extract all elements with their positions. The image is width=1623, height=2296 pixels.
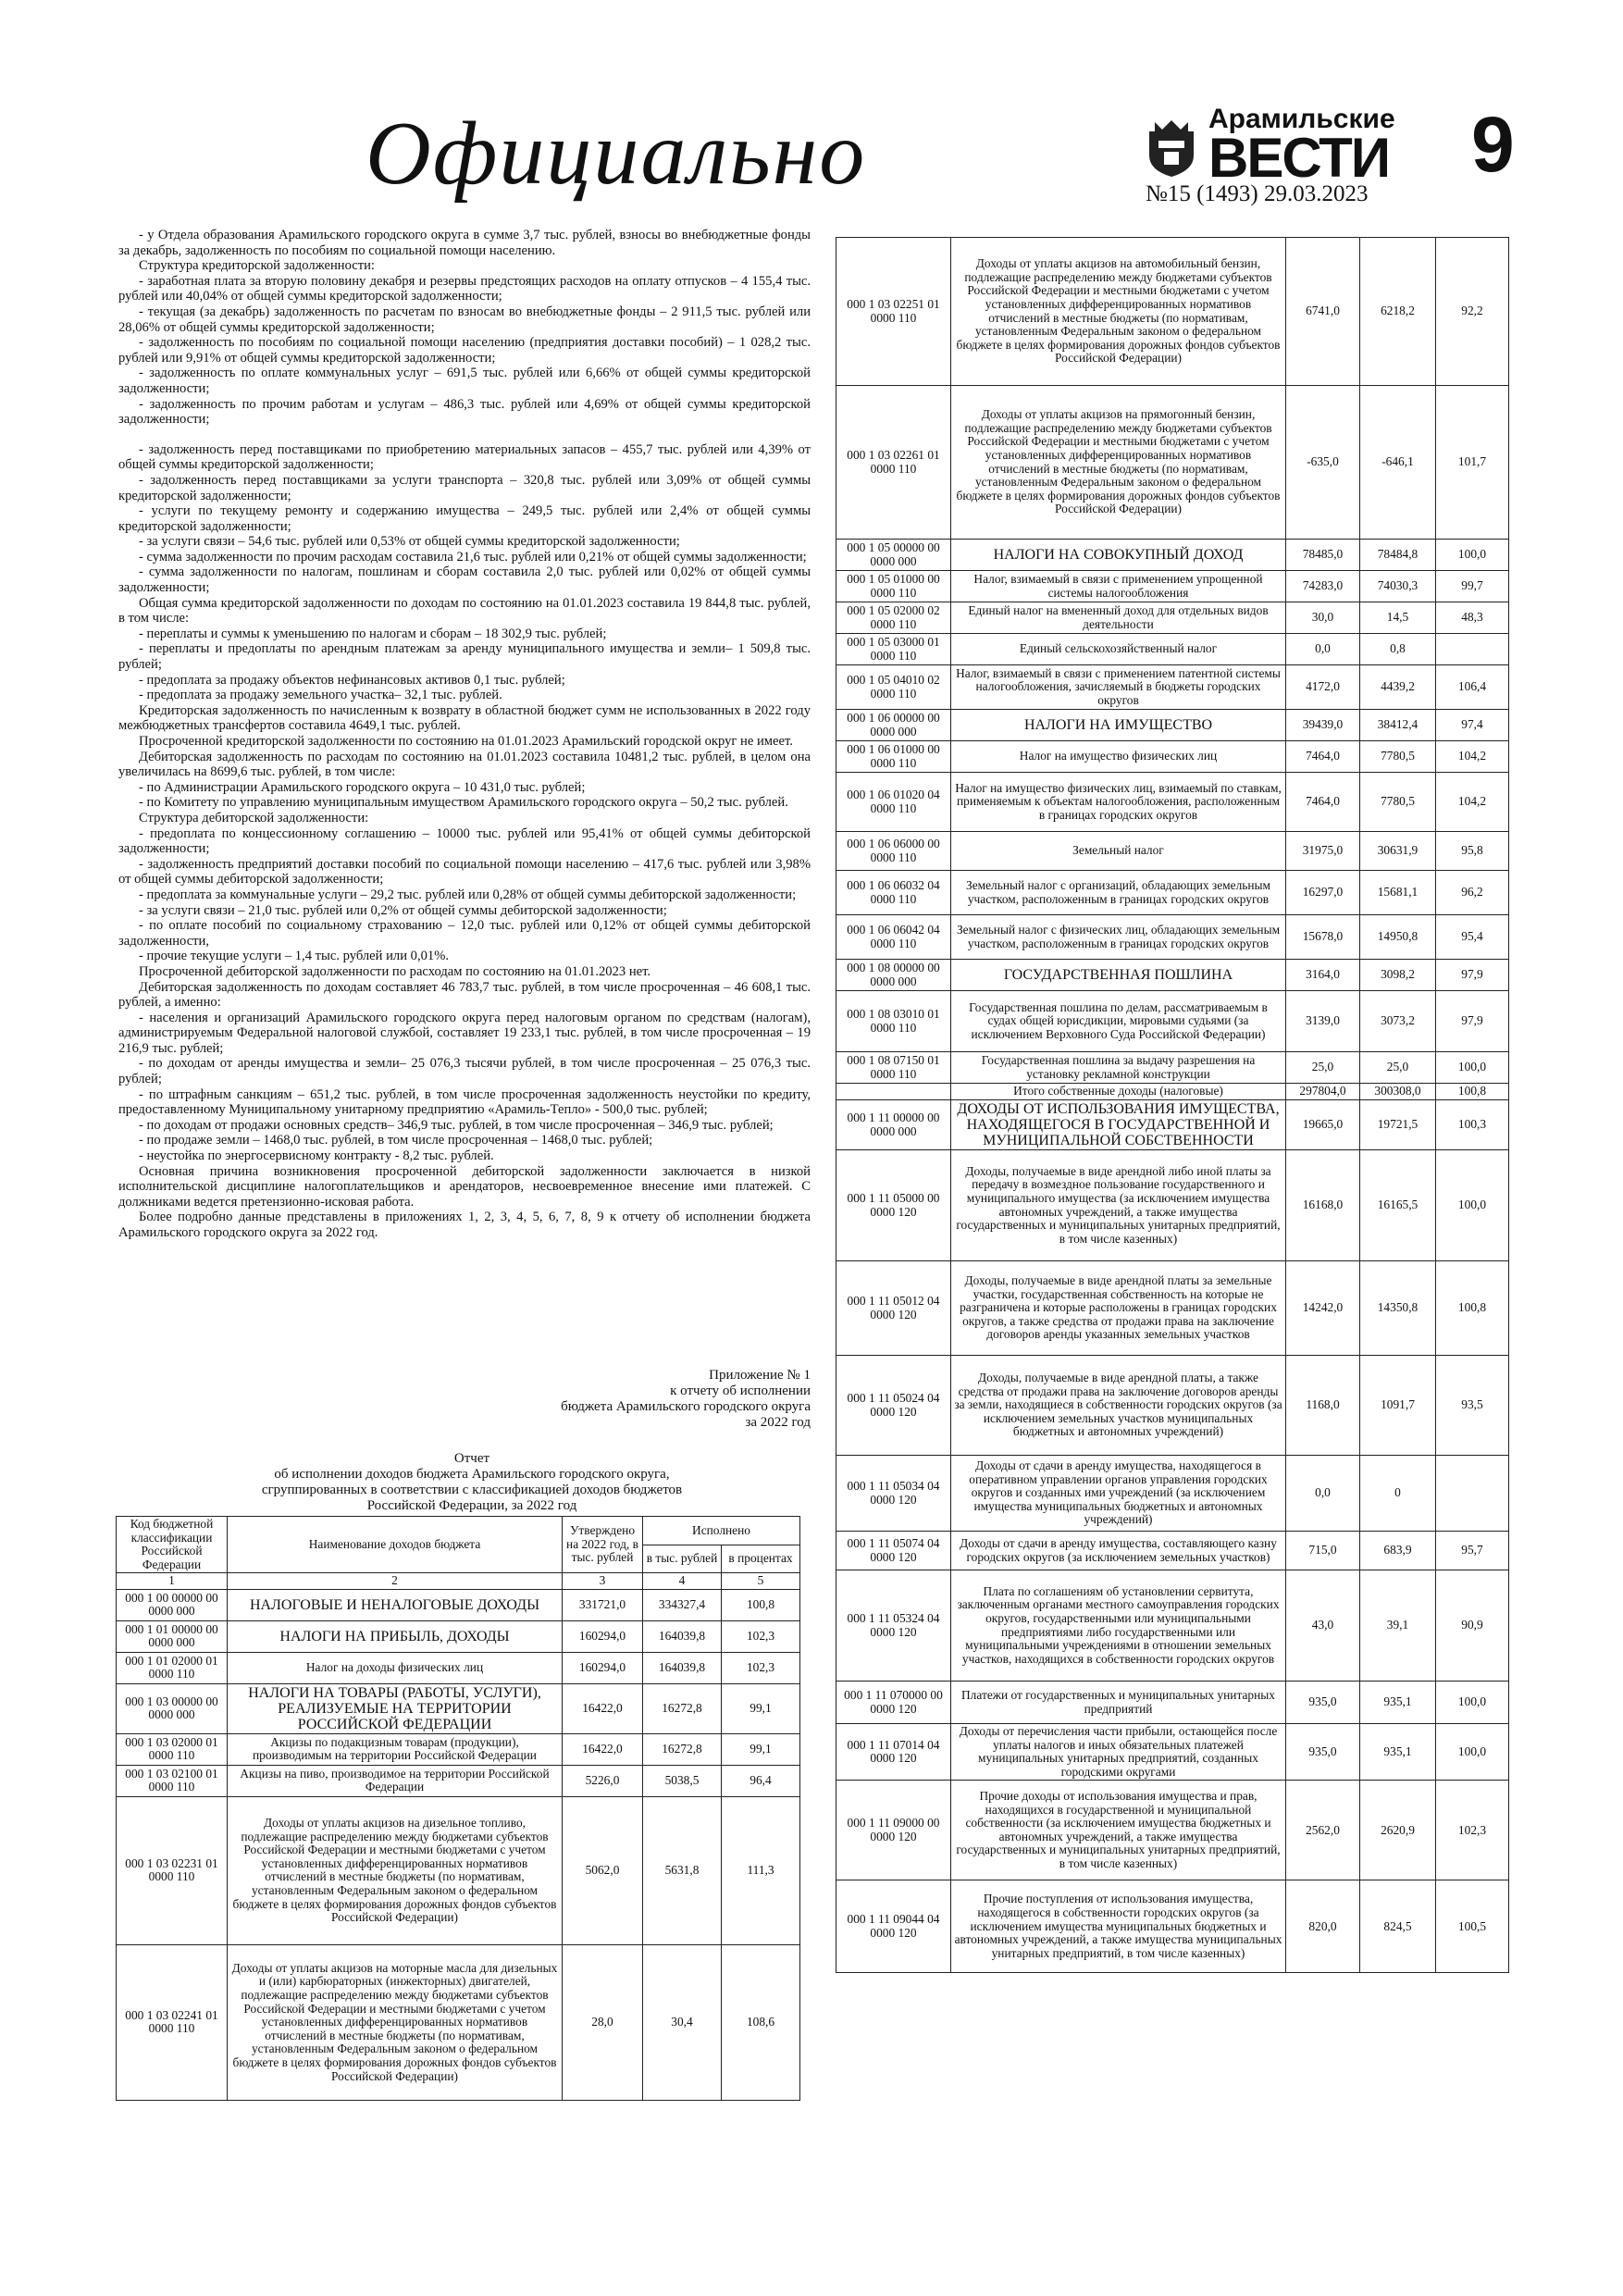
appendix-line: бюджета Арамильского городского округа bbox=[561, 1399, 811, 1414]
cell-name: Налог на имущество физических лиц, взимаемый по ставкам, применяемым к объектам налогообложения, расположенным в границах городских округов bbox=[951, 773, 1286, 832]
table-row bbox=[836, 871, 1509, 915]
cell-name: Прочие доходы от использования имущества и прав, находящихся в государственной и муниципальной собственности (за исключением имущества бюджетных и автономных учреждений, а также имущества государственных и муниципальных унитарных предприятий, в том числе казенных) bbox=[951, 1781, 1286, 1880]
col-header-executed-thous: в тыс. рублей bbox=[643, 1545, 722, 1573]
cell-approved: 43,0 bbox=[1286, 1570, 1360, 1682]
cell-percent: 97,9 bbox=[1436, 991, 1509, 1052]
cell-executed: 25,0 bbox=[1360, 1052, 1436, 1084]
cell-percent: 102,3 bbox=[722, 1652, 800, 1683]
cell-executed: 164039,8 bbox=[643, 1620, 722, 1652]
cell-approved: 7464,0 bbox=[1286, 773, 1360, 832]
appendix-caption bbox=[518, 1368, 811, 1431]
table-row bbox=[836, 1261, 1509, 1356]
cell-executed: 334327,4 bbox=[643, 1589, 722, 1620]
table-row bbox=[836, 238, 1509, 386]
cell-executed: 30631,9 bbox=[1360, 832, 1436, 871]
cell-percent: 97,9 bbox=[1436, 960, 1509, 991]
revenue-table-left bbox=[116, 1516, 800, 2101]
cell-name: ДОХОДЫ ОТ ИСПОЛЬЗОВАНИЯ ИМУЩЕСТВА, НАХОДЯЩЕГОСЯ В ГОСУДАРСТВЕННОЙ И МУНИЦИПАЛЬНОЙ СОБСТВЕННОСТИ bbox=[951, 1100, 1286, 1150]
cell-executed: 5038,5 bbox=[643, 1765, 722, 1796]
cell-executed: 7780,5 bbox=[1360, 741, 1436, 773]
paragraph bbox=[118, 428, 811, 442]
cell-executed: 16272,8 bbox=[643, 1733, 722, 1765]
cell-executed: 5631,8 bbox=[643, 1796, 722, 1944]
paragraph: - предоплата за коммунальные услуги – 29,2 тыс. рублей или 0,28% от общей суммы дебиторской задолженности; bbox=[139, 887, 797, 902]
paragraph: Дебиторская задолженность по расходам по состоянию на 01.01.2023 составила 10481,2 тыс. рублей, в целом она увеличилась на 8699,6 тыс. рублей, в том числе: bbox=[118, 749, 811, 780]
cell-percent: 96,2 bbox=[1436, 871, 1509, 915]
paragraph: - по доходам от продажи основных средств– 346,9 тыс. рублей, в том числе просроченная – 346,9 тыс. рублей; bbox=[139, 1117, 774, 1133]
col-number: 3 bbox=[563, 1573, 643, 1590]
cell-name: Земельный налог bbox=[951, 832, 1286, 871]
cell-code: 000 1 11 07014 04 0000 120 bbox=[836, 1724, 951, 1781]
cell-name: Единый налог на вмененный доход для отдельных видов деятельности bbox=[951, 602, 1286, 634]
table-row bbox=[836, 602, 1509, 634]
cell-approved: 16168,0 bbox=[1286, 1150, 1360, 1261]
cell-code: 000 1 03 02231 01 0000 110 bbox=[117, 1796, 228, 1944]
cell-name: ГОСУДАРСТВЕННАЯ ПОШЛИНА bbox=[951, 960, 1286, 991]
cell-code: 000 1 03 02000 01 0000 110 bbox=[117, 1733, 228, 1765]
cell-executed: 0,8 bbox=[1360, 634, 1436, 665]
cell-code: 000 1 06 00000 00 0000 000 bbox=[836, 710, 951, 741]
cell-executed: 4439,2 bbox=[1360, 665, 1436, 710]
page-number: 9 bbox=[1471, 101, 1515, 188]
paragraph: - по оплате пособий по социальному страхованию – 12,0 тыс. рублей или 0,12% от общей суммы дебиторской задолженности, bbox=[118, 918, 811, 949]
cell-approved: -635,0 bbox=[1286, 386, 1360, 540]
table-row bbox=[117, 1765, 800, 1796]
cell-executed: 683,9 bbox=[1360, 1532, 1436, 1570]
cell-executed: 16165,5 bbox=[1360, 1150, 1436, 1261]
table-row bbox=[836, 386, 1509, 540]
cell-name: НАЛОГОВЫЕ И НЕНАЛОГОВЫЕ ДОХОДЫ bbox=[228, 1589, 563, 1620]
paragraph: Просроченной дебиторской задолженности по расходам по состоянию на 01.01.2023 нет. bbox=[139, 963, 651, 979]
cell-percent: 95,8 bbox=[1436, 832, 1509, 871]
paragraph: - по продаже земли – 1468,0 тыс. рублей, в том числе просроченная – 1468,0 тыс. рублей; bbox=[139, 1133, 653, 1148]
cell-approved: 74283,0 bbox=[1286, 571, 1360, 602]
cell-name: Доходы от уплаты акцизов на автомобильный бензин, подлежащие распределению между бюджетами субъектов Российской Федерации и местными бюджетами с учетом установленных дифференцированных нормативов отчислений в местные бюджеты (по нормативам, установленным Федеральным законом о федеральном бюджете в целях формирования дорожных фондов субъектов Российской Федерации) bbox=[951, 238, 1286, 386]
paragraph: - услуги по текущему ремонту и содержанию имущества – 249,5 тыс. рублей или 2,4% от общей суммы кредиторской задолженности; bbox=[118, 503, 811, 534]
cell-approved: 78485,0 bbox=[1286, 540, 1360, 571]
cell-approved: 14242,0 bbox=[1286, 1261, 1360, 1356]
paragraph: - предоплата за продажу объектов нефинансовых активов 0,1 тыс. рублей; bbox=[139, 672, 565, 688]
cell-percent: 100,0 bbox=[1436, 1150, 1509, 1261]
cell-percent bbox=[1436, 1456, 1509, 1532]
col-number: 4 bbox=[643, 1573, 722, 1590]
paragraph: - задолженность перед поставщиками за услуги транспорта – 320,8 тыс. рублей или 3,09% от общей суммы кредиторской задолженности; bbox=[118, 472, 811, 503]
cell-approved: 1168,0 bbox=[1286, 1356, 1360, 1456]
cell-executed: 16272,8 bbox=[643, 1683, 722, 1733]
cell-percent: 100,0 bbox=[1436, 540, 1509, 571]
table-row bbox=[117, 1733, 800, 1765]
cell-approved: 715,0 bbox=[1286, 1532, 1360, 1570]
paragraph: Дебиторская задолженность по доходам составляет 46 783,7 тыс. рублей, в том числе просроченная – 46 608,1 тыс. рублей, а именно: bbox=[118, 979, 811, 1011]
cell-name: Доходы, получаемые в виде арендной платы за земельные участки, государственная собственность на которые не разграничена и которые расположены в границах городских округов, а также средства от продажи права на заключение договоров аренды указанных земельных участков bbox=[951, 1261, 1286, 1356]
cell-code: 000 1 03 02251 01 0000 110 bbox=[836, 238, 951, 386]
cell-name: НАЛОГИ НА ПРИБЫЛЬ, ДОХОДЫ bbox=[228, 1620, 563, 1652]
cell-percent: 100,8 bbox=[1436, 1261, 1509, 1356]
report-title-line: об исполнении доходов бюджета Арамильского городского округа, bbox=[274, 1467, 670, 1482]
cell-approved: 2562,0 bbox=[1286, 1781, 1360, 1880]
cell-executed: 3073,2 bbox=[1360, 991, 1436, 1052]
table-row bbox=[836, 540, 1509, 571]
cell-percent: 100,8 bbox=[722, 1589, 800, 1620]
report-title-line: Отчет bbox=[453, 1451, 490, 1466]
cell-executed: 7780,5 bbox=[1360, 773, 1436, 832]
paragraph: - за услуги связи – 54,6 тыс. рублей или 0,53% от общей суммы кредиторской задолженности; bbox=[139, 534, 680, 550]
cell-percent: 102,3 bbox=[722, 1620, 800, 1652]
paragraph: Просроченной кредиторской задолженности по состоянию на 01.01.2023 Арамильский городской округ не имеет. bbox=[139, 734, 793, 749]
cell-approved: 297804,0 bbox=[1286, 1084, 1360, 1100]
cell-code: 000 1 05 01000 00 0000 110 bbox=[836, 571, 951, 602]
cell-name: Доходы от уплаты акцизов на моторные масла для дизельных и (или) карбюраторных (инжекторных) двигателей, подлежащие распределению между бюджетами субъектов Российской Федерации и местными бюджетами с учетом установленных дифференцированных нормативов отчислений в местные бюджеты (по нормативам, установленным Федеральным законом о федеральном бюджете в целях формирования дорожных фондов субъектов Российской Федерации) bbox=[228, 1944, 563, 2100]
table-row bbox=[836, 1781, 1509, 1880]
cell-code: 000 1 05 04010 02 0000 110 bbox=[836, 665, 951, 710]
paragraph: Основная причина возникновения просроченной дебиторской задолженности заключается в низкой исполнительской дисциплине налогоплательщиков и арендаторов, несвоевременное внесение ими платежей. С должниками ведется претензионно-исковая работа. bbox=[118, 1163, 811, 1210]
cell-name: Налог на имущество физических лиц bbox=[951, 741, 1286, 773]
cell-percent: 95,7 bbox=[1436, 1532, 1509, 1570]
cell-executed: 6218,2 bbox=[1360, 238, 1436, 386]
cell-name: Доходы от уплаты акцизов на прямогонный бензин, подлежащие распределению между бюджетами субъектов Российской Федерации и местными бюджетами с учетом установленных дифференцированных нормативов отчислений в местные бюджеты (по нормативам, установленным Федеральным законом о федеральном бюджете в целях формирования дорожных фондов субъектов Российской Федерации) bbox=[951, 386, 1286, 540]
logo-top-text: Арамильские bbox=[1208, 104, 1395, 134]
cell-executed: 2620,9 bbox=[1360, 1781, 1436, 1880]
paragraph: - предоплата за продажу земельного участка– 32,1 тыс. рублей. bbox=[139, 688, 502, 703]
cell-percent: 93,5 bbox=[1436, 1356, 1509, 1456]
cell-approved: 5062,0 bbox=[563, 1796, 643, 1944]
cell-executed: 824,5 bbox=[1360, 1880, 1436, 1973]
paragraph: Структура дебиторской задолженности: bbox=[139, 810, 369, 825]
col-number: 2 bbox=[228, 1573, 563, 1590]
cell-approved: 935,0 bbox=[1286, 1724, 1360, 1781]
paragraph: - текущая (за декабрь) задолженность по расчетам по взносам во внебюджетные фонды – 2 911,5 тыс. рублей или 28,06% от общей суммы кредиторской задолженности; bbox=[118, 304, 811, 335]
cell-code: 000 1 11 070000 00 0000 120 bbox=[836, 1682, 951, 1724]
table-row bbox=[836, 1532, 1509, 1570]
cell-executed: 30,4 bbox=[643, 1944, 722, 2100]
table-row bbox=[836, 960, 1509, 991]
paragraph: - сумма задолженности по прочим расходам составила 21,6 тыс. рублей или 0,21% от общей суммы задолженности; bbox=[139, 549, 807, 565]
table-row bbox=[836, 1682, 1509, 1724]
cell-percent: 99,1 bbox=[722, 1683, 800, 1733]
paragraph: Более подробно данные представлены в приложениях 1, 2, 3, 4, 5, 6, 7, 8, 9 к отчету об исполнении бюджета Арамильского городского округа за 2022 год. bbox=[118, 1210, 811, 1240]
paragraph: - прочие текущие услуги – 1,4 тыс. рублей или 0,01%. bbox=[139, 949, 449, 964]
cell-name: Налог на доходы физических лиц bbox=[228, 1652, 563, 1683]
cell-percent: 106,4 bbox=[1436, 665, 1509, 710]
cell-executed: 15681,1 bbox=[1360, 871, 1436, 915]
paragraph: - по Администрации Арамильского городского округа – 10 431,0 тыс. рублей; bbox=[139, 779, 586, 795]
cell-code: 000 1 08 00000 00 0000 000 bbox=[836, 960, 951, 991]
cell-percent: 95,4 bbox=[1436, 915, 1509, 960]
paragraph: - предоплата по концессионному соглашению – 10000 тыс. рублей или 95,41% от общей суммы дебиторской задолженности; bbox=[118, 825, 811, 857]
table-row bbox=[836, 1356, 1509, 1456]
cell-executed: 38412,4 bbox=[1360, 710, 1436, 741]
cell-approved: 16422,0 bbox=[563, 1733, 643, 1765]
cell-name: Налог, взимаемый в связи с применением патентной системы налогообложения, зачисляемый в бюджеты городских округов bbox=[951, 665, 1286, 710]
cell-code: 000 1 06 06000 00 0000 110 bbox=[836, 832, 951, 871]
table-row bbox=[836, 571, 1509, 602]
cell-code: 000 1 11 00000 00 0000 000 bbox=[836, 1100, 951, 1150]
table-row bbox=[836, 634, 1509, 665]
cell-approved: 820,0 bbox=[1286, 1880, 1360, 1973]
cell-percent: 92,2 bbox=[1436, 238, 1509, 386]
cell-code: 000 1 05 02000 02 0000 110 bbox=[836, 602, 951, 634]
cell-approved: 31975,0 bbox=[1286, 832, 1360, 871]
cell-name: Доходы от сдачи в аренду имущества, составляющего казну городских округов (за исключением земельных участков) bbox=[951, 1532, 1286, 1570]
paragraph: - неустойка по энергосервисному контракту - 8,2 тыс. рублей. bbox=[139, 1148, 494, 1164]
cell-executed: 164039,8 bbox=[643, 1652, 722, 1683]
table-row bbox=[836, 1880, 1509, 1973]
logo-main-text: ВЕСТИ bbox=[1208, 127, 1389, 189]
cell-approved: 7464,0 bbox=[1286, 741, 1360, 773]
table-row bbox=[117, 1944, 800, 2100]
cell-percent: 100,3 bbox=[1436, 1100, 1509, 1150]
cell-code: 000 1 03 02241 01 0000 110 bbox=[117, 1944, 228, 2100]
cell-code: 000 1 00 00000 00 0000 000 bbox=[117, 1589, 228, 1620]
cell-percent: 99,7 bbox=[1436, 571, 1509, 602]
cell-approved: 25,0 bbox=[1286, 1052, 1360, 1084]
cell-percent: 48,3 bbox=[1436, 602, 1509, 634]
cell-name: Доходы от перечисления части прибыли, остающейся после уплаты налогов и иных обязательных платежей муниципальных унитарных предприятий, созданных городскими округами bbox=[951, 1724, 1286, 1781]
paragraph: - сумма задолженности по налогам, пошлинам и сборам составила 2,0 тыс. рублей или 0,02% от общей суммы задолженности; bbox=[118, 565, 811, 596]
col-header-executed: Исполнено bbox=[643, 1517, 800, 1545]
table-row bbox=[117, 1683, 800, 1733]
cell-executed: 14350,8 bbox=[1360, 1261, 1436, 1356]
masthead bbox=[0, 0, 1623, 222]
cell-code: 000 1 03 02100 01 0000 110 bbox=[117, 1765, 228, 1796]
paragraph: - задолженность по прочим работам и услугам – 486,3 тыс. рублей или 4,69% от общей суммы кредиторской задолженности; bbox=[118, 396, 811, 428]
cell-approved: 331721,0 bbox=[563, 1589, 643, 1620]
col-number: 1 bbox=[117, 1573, 228, 1590]
cell-approved: 6741,0 bbox=[1286, 238, 1360, 386]
paragraph: - задолженность перед поставщиками по приобретению материальных запасов – 455,7 тыс. рублей или 4,39% от общей суммы кредиторской задолженности; bbox=[118, 441, 811, 473]
cell-approved: 16422,0 bbox=[563, 1683, 643, 1733]
cell-name: НАЛОГИ НА СОВОКУПНЫЙ ДОХОД bbox=[951, 540, 1286, 571]
cell-code: 000 1 05 00000 00 0000 000 bbox=[836, 540, 951, 571]
paragraph: - заработная плата за вторую половину декабря и резервы предстоящих расходов на оплату отпусков – 4 155,4 тыс. рублей или 40,04% от общей суммы кредиторской задолженности; bbox=[118, 273, 811, 304]
cell-executed: 0 bbox=[1360, 1456, 1436, 1532]
paragraph: - задолженность по пособиям по социальной помощи населению (предприятия доставки пособий) – 1 028,2 тыс. рублей или 9,91% от общей суммы кредиторской задолженности; bbox=[118, 335, 811, 366]
appendix-line: за 2022 год bbox=[745, 1415, 811, 1430]
cell-code: 000 1 11 05000 00 0000 120 bbox=[836, 1150, 951, 1261]
table-row bbox=[836, 1052, 1509, 1084]
cell-code: 000 1 06 06042 04 0000 110 bbox=[836, 915, 951, 960]
cell-name: Акцизы по подакцизным товарам (продукции), производимым на территории Российской Федерации bbox=[228, 1733, 563, 1765]
cell-approved: 160294,0 bbox=[563, 1620, 643, 1652]
cell-approved: 3164,0 bbox=[1286, 960, 1360, 991]
cell-approved: 28,0 bbox=[563, 1944, 643, 2100]
cell-code: 000 1 11 05324 04 0000 120 bbox=[836, 1570, 951, 1682]
table-row bbox=[836, 915, 1509, 960]
cell-name: Прочие поступления от использования имущества, находящегося в собственности городских округов (за исключением имущества муниципальных бюджетных и автономных учреждений, а также имущества муниципальных унитарных предприятий, в том числе казенных) bbox=[951, 1880, 1286, 1973]
paragraph: - за услуги связи – 21,0 тыс. рублей или 0,2% от общей суммы дебиторской задолженности; bbox=[139, 902, 667, 918]
cell-code bbox=[836, 1084, 951, 1100]
cell-name: Доходы от сдачи в аренду имущества, находящегося в оперативном управлении органов управления городских округов и созданных ими учреждений (за исключением имущества муниципальных бюджетных и автономных учреждений) bbox=[951, 1456, 1286, 1532]
table-row bbox=[836, 1100, 1509, 1150]
table-row bbox=[117, 1652, 800, 1683]
cell-executed: 14,5 bbox=[1360, 602, 1436, 634]
cell-executed: 39,1 bbox=[1360, 1570, 1436, 1682]
cell-approved: 160294,0 bbox=[563, 1652, 643, 1683]
cell-code: 000 1 06 01020 04 0000 110 bbox=[836, 773, 951, 832]
col-header-code: Код бюджетной классификации Российской Федерации bbox=[117, 1517, 228, 1573]
cell-percent: 104,2 bbox=[1436, 773, 1509, 832]
cell-approved: 935,0 bbox=[1286, 1682, 1360, 1724]
cell-percent: 100,8 bbox=[1436, 1084, 1509, 1100]
cell-approved: 19665,0 bbox=[1286, 1100, 1360, 1150]
paragraph: Кредиторская задолженность по начисленным к возврату в областной бюджет сумм не использованных в 2022 году межбюджетных трансфертов составила 4649,1 тыс. рублей. bbox=[118, 702, 811, 734]
table-row bbox=[836, 991, 1509, 1052]
cell-name: Государственная пошлина за выдачу разрешения на установку рекламной конструкции bbox=[951, 1052, 1286, 1084]
newspaper-logo[interactable] bbox=[1146, 104, 1395, 189]
cell-name: Доходы, получаемые в виде арендной либо иной платы за передачу в возмездное пользование государственного и муниципального имущества (за исключением имущества автономных учреждений, а также имущества государственных и муниципальных унитарных предприятий, в том числе казенных) bbox=[951, 1150, 1286, 1261]
paragraph: - переплаты и предоплаты по арендным платежам за аренду муниципального имущества и земли– 1 509,8 тыс. рублей; bbox=[118, 641, 811, 673]
report-title-line: Российской Федерации, за 2022 год bbox=[366, 1498, 577, 1513]
cell-percent: 96,4 bbox=[722, 1765, 800, 1796]
cell-name: Акцизы на пиво, производимое на территории Российской Федерации bbox=[228, 1765, 563, 1796]
paragraph: - переплаты и суммы к уменьшению по налогам и сборам – 18 302,9 тыс. рублей; bbox=[139, 626, 607, 641]
coat-of-arms-icon bbox=[1146, 118, 1197, 178]
cell-percent: 108,6 bbox=[722, 1944, 800, 2100]
cell-name: Земельный налог с организаций, обладающих земельным участком, расположенным в границах городских округов bbox=[951, 871, 1286, 915]
cell-approved: 3139,0 bbox=[1286, 991, 1360, 1052]
col-header-name: Наименование доходов бюджета bbox=[228, 1517, 563, 1573]
cell-executed: 300308,0 bbox=[1360, 1084, 1436, 1100]
cell-executed: 935,1 bbox=[1360, 1682, 1436, 1724]
cell-code: 000 1 11 09044 04 0000 120 bbox=[836, 1880, 951, 1973]
cell-executed: 78484,8 bbox=[1360, 540, 1436, 571]
paragraph: - задолженность по оплате коммунальных услуг – 691,5 тыс. рублей или 6,66% от общей суммы кредиторской задолженности; bbox=[118, 366, 811, 396]
cell-approved: 4172,0 bbox=[1286, 665, 1360, 710]
cell-name: НАЛОГИ НА ТОВАРЫ (РАБОТЫ, УСЛУГИ), РЕАЛИЗУЕМЫЕ НА ТЕРРИТОРИИ РОССИЙСКОЙ ФЕДЕРАЦИИ bbox=[228, 1683, 563, 1733]
cell-executed: -646,1 bbox=[1360, 386, 1436, 540]
cell-name: Земельный налог с физических лиц, обладающих земельным участком, расположенным в границах городских округов bbox=[951, 915, 1286, 960]
cell-code: 000 1 06 06032 04 0000 110 bbox=[836, 871, 951, 915]
table-row bbox=[836, 665, 1509, 710]
cell-executed: 3098,2 bbox=[1360, 960, 1436, 991]
cell-name: Итого собственные доходы (налоговые) bbox=[951, 1084, 1286, 1100]
table-row bbox=[836, 1570, 1509, 1682]
cell-code: 000 1 11 05034 04 0000 120 bbox=[836, 1456, 951, 1532]
cell-name: Единый сельскохозяйственный налог bbox=[951, 634, 1286, 665]
cell-executed: 14950,8 bbox=[1360, 915, 1436, 960]
cell-percent: 100,0 bbox=[1436, 1682, 1509, 1724]
cell-name: Налог, взимаемый в связи с применением упрощенной системы налогообложения bbox=[951, 571, 1286, 602]
cell-percent: 102,3 bbox=[1436, 1781, 1509, 1880]
cell-code: 000 1 11 05012 04 0000 120 bbox=[836, 1261, 951, 1356]
table-row bbox=[836, 741, 1509, 773]
cell-percent: 111,3 bbox=[722, 1796, 800, 1944]
cell-code: 000 1 01 00000 00 0000 000 bbox=[117, 1620, 228, 1652]
issue-date: №15 (1493) 29.03.2023 bbox=[1146, 181, 1369, 206]
cell-approved: 16297,0 bbox=[1286, 871, 1360, 915]
revenue-table-right bbox=[836, 237, 1509, 1973]
appendix-line: Приложение № 1 bbox=[709, 1368, 811, 1383]
section-title: Официально bbox=[365, 104, 867, 204]
cell-percent: 104,2 bbox=[1436, 741, 1509, 773]
cell-approved: 39439,0 bbox=[1286, 710, 1360, 741]
table-row bbox=[117, 1589, 800, 1620]
report-text-column bbox=[118, 228, 811, 1241]
cell-approved: 5226,0 bbox=[563, 1765, 643, 1796]
cell-code: 000 1 01 02000 01 0000 110 bbox=[117, 1652, 228, 1683]
cell-approved: 0,0 bbox=[1286, 1456, 1360, 1532]
cell-code: 000 1 05 03000 01 0000 110 bbox=[836, 634, 951, 665]
cell-name: Доходы от уплаты акцизов на дизельное топливо, подлежащие распределению между бюджетами субъектов Российской Федерации и местными бюджетами с учетом установленных дифференцированных нормативов отчислений в местные бюджеты (по нормативам, установленным Федеральным законом о федеральном бюджете в целях формирования дорожных фондов субъектов Российской Федерации) bbox=[228, 1796, 563, 1944]
col-header-executed-pct: в процентах bbox=[722, 1545, 800, 1573]
cell-name: Доходы, получаемые в виде арендной платы, а также средства от продажи права на заключение договоров аренды за земли, находящиеся в собственности городских округов (за исключением земельных участков муниципальных бюджетных и автономных учреждений) bbox=[951, 1356, 1286, 1456]
col-header-approved: Утверждено на 2022 год, в тыс. рублей bbox=[563, 1517, 643, 1573]
cell-percent: 101,7 bbox=[1436, 386, 1509, 540]
cell-percent: 97,4 bbox=[1436, 710, 1509, 741]
cell-code: 000 1 08 03010 01 0000 110 bbox=[836, 991, 951, 1052]
table-row bbox=[836, 1150, 1509, 1261]
paragraph: - по Комитету по управлению муниципальным имуществом Арамильского городского округа – 50,2 тыс. рублей. bbox=[139, 795, 788, 811]
cell-executed: 19721,5 bbox=[1360, 1100, 1436, 1150]
cell-approved: 30,0 bbox=[1286, 602, 1360, 634]
cell-name: Плата по соглашениям об установлении сервитута, заключенным органами местного самоуправления городских округов, государственными или муниципальными предприятиями либо государственными или муниципальными учреждениями в отношении земельных участков, находящихся в собственности городских округов bbox=[951, 1570, 1286, 1682]
table-row bbox=[836, 832, 1509, 871]
cell-code: 000 1 11 05074 04 0000 120 bbox=[836, 1532, 951, 1570]
paragraph: - населения и организаций Арамильского городского округа перед налоговым органом по средствам (налогам), администрируемым Федеральной налоговой службой, составляет 19 233,1 тыс. рублей, в том числе просроченная – 19 216,9 тыс. рублей; bbox=[118, 1010, 811, 1056]
cell-executed: 1091,7 bbox=[1360, 1356, 1436, 1456]
paragraph: - задолженность предприятий доставки пособий по социальной помощи населению – 417,6 тыс. рублей или 3,98% от общей суммы дебиторской задолженности; bbox=[118, 856, 811, 887]
cell-name: НАЛОГИ НА ИМУЩЕСТВО bbox=[951, 710, 1286, 741]
cell-code: 000 1 11 05024 04 0000 120 bbox=[836, 1356, 951, 1456]
cell-code: 000 1 08 07150 01 0000 110 bbox=[836, 1052, 951, 1084]
appendix-line: к отчету об исполнении bbox=[670, 1384, 811, 1398]
cell-code: 000 1 03 00000 00 0000 000 bbox=[117, 1683, 228, 1733]
col-number: 5 bbox=[722, 1573, 800, 1590]
cell-percent: 100,0 bbox=[1436, 1052, 1509, 1084]
paragraph: - по штрафным санкциям – 651,2 тыс. рублей, в том числе просроченная задолженность неустойки по кредиту, предоставленному Муниципальному унитарному предприятию «Арамиль-Тепло» - 500,0 тыс. рублей; bbox=[118, 1086, 811, 1118]
cell-percent: 99,1 bbox=[722, 1733, 800, 1765]
table-row bbox=[836, 773, 1509, 832]
paragraph: - по доходам от аренды имущества и земли– 25 076,3 тысячи рублей, в том числе просроченная – 25 076,3 тыс. рублей; bbox=[118, 1056, 811, 1087]
table-row bbox=[836, 1724, 1509, 1781]
cell-name: Государственная пошлина по делам, рассматриваемым в судах общей юрисдикции, мировыми судьями (за исключением Верховного Суда Российской Федерации) bbox=[951, 991, 1286, 1052]
cell-executed: 74030,3 bbox=[1360, 571, 1436, 602]
cell-percent: 100,5 bbox=[1436, 1880, 1509, 1973]
cell-approved: 15678,0 bbox=[1286, 915, 1360, 960]
cell-percent: 100,0 bbox=[1436, 1724, 1509, 1781]
cell-approved: 0,0 bbox=[1286, 634, 1360, 665]
table-row bbox=[836, 1084, 1509, 1100]
cell-name: Платежи от государственных и муниципальных унитарных предприятий bbox=[951, 1682, 1286, 1724]
cell-executed: 935,1 bbox=[1360, 1724, 1436, 1781]
cell-code: 000 1 06 01000 00 0000 110 bbox=[836, 741, 951, 773]
cell-code: 000 1 11 09000 00 0000 120 bbox=[836, 1781, 951, 1880]
cell-percent: 90,9 bbox=[1436, 1570, 1509, 1682]
cell-percent bbox=[1436, 634, 1509, 665]
table-row bbox=[836, 710, 1509, 741]
report-title-line: сгруппированных в соответствии с классификацией доходов бюджетов bbox=[261, 1483, 683, 1497]
cell-code: 000 1 03 02261 01 0000 110 bbox=[836, 386, 951, 540]
paragraph: - у Отдела образования Арамильского городского округа в сумме 3,7 тыс. рублей, взносы во внебюджетные фонды за декабрь, задолженность по пособиям по социальной помощи населению. bbox=[118, 228, 811, 258]
table-row bbox=[836, 1456, 1509, 1532]
table-row bbox=[117, 1796, 800, 1944]
paragraph: Структура кредиторской задолженности: bbox=[139, 258, 375, 274]
report-title bbox=[130, 1451, 814, 1514]
paragraph: Общая сумма кредиторской задолженности по доходам по состоянию на 01.01.2023 составила 19 844,8 тыс. рублей, в том числе: bbox=[118, 595, 811, 627]
table-row bbox=[117, 1620, 800, 1652]
